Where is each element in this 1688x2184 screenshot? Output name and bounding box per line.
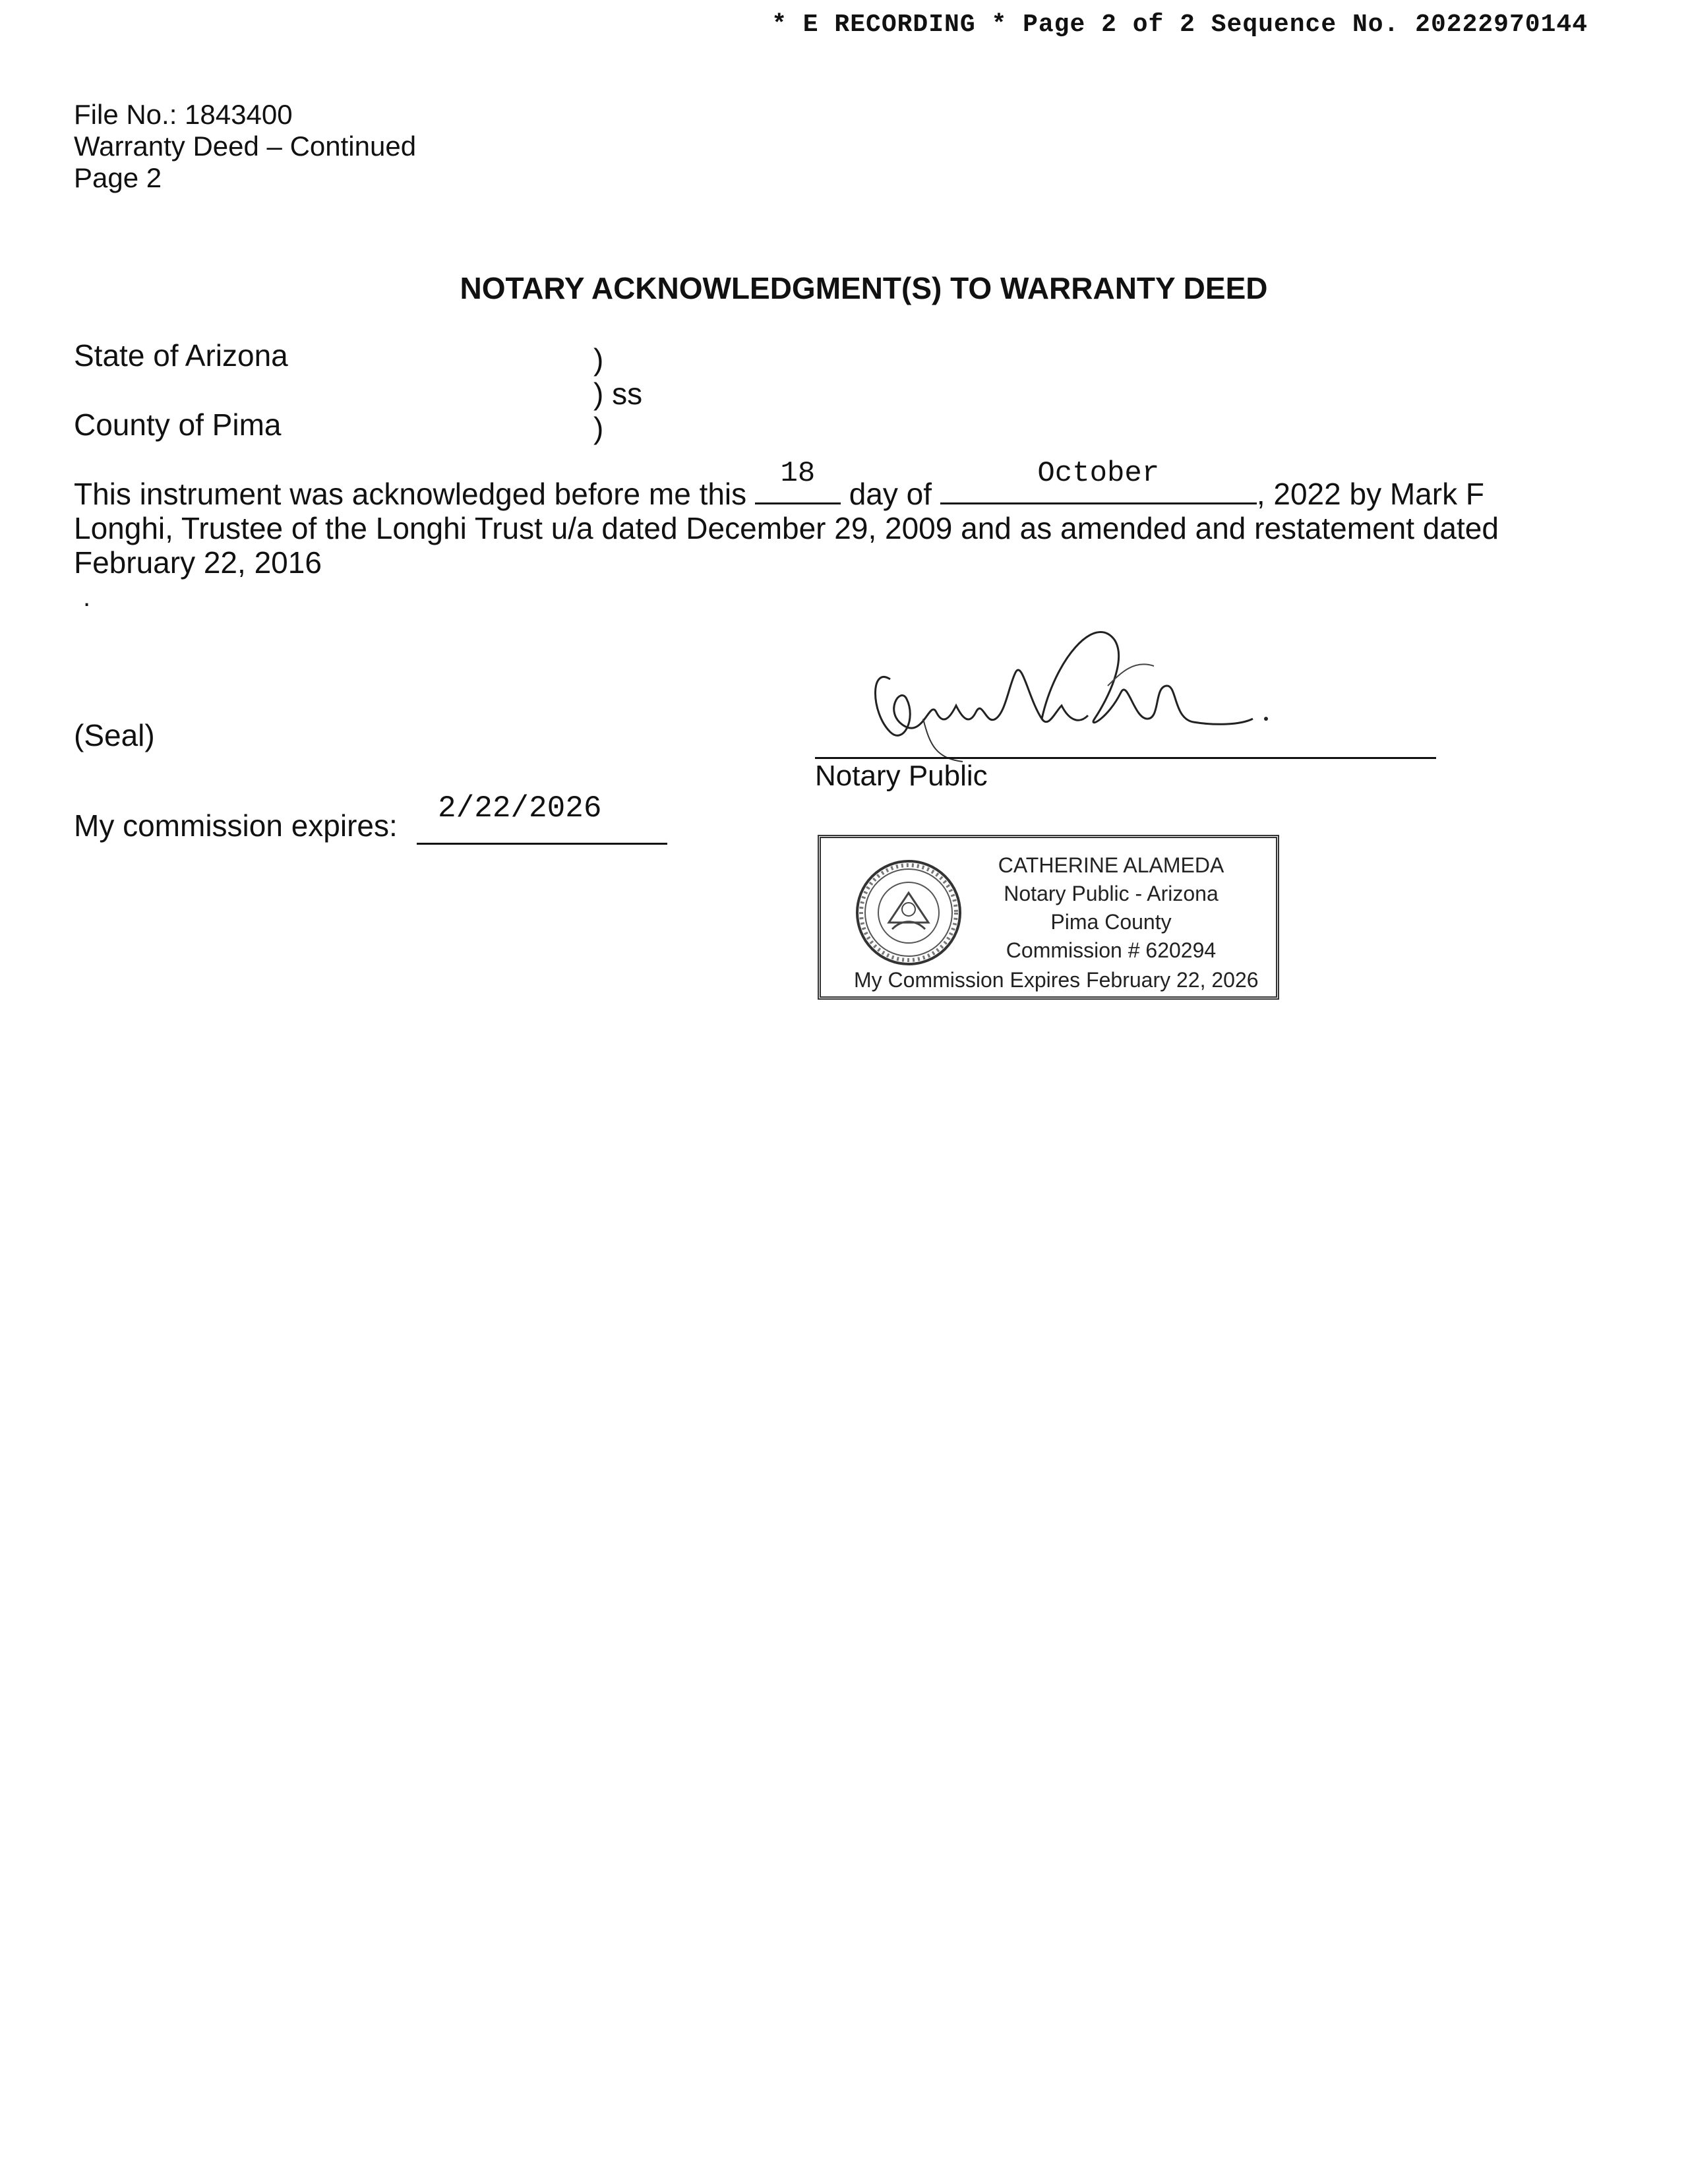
stamp-notary-title: Notary Public - Arizona	[1004, 882, 1219, 905]
seal-label: (Seal)	[74, 718, 155, 752]
notary-signature-line	[815, 757, 1436, 759]
commission-signature-line	[417, 843, 667, 845]
document-title: NOTARY ACKNOWLEDGMENT(S) TO WARRANTY DEED	[460, 271, 1268, 305]
page-label: Page 2	[74, 162, 162, 193]
venue-paren-ss: ) ss	[593, 377, 643, 411]
venue-county: County of Pima	[74, 408, 282, 442]
file-info-block	[74, 99, 416, 194]
notary-signature	[844, 620, 1306, 778]
day-value: 18	[780, 457, 816, 490]
ack-text-3: , 2022 by Mark F Longhi, Trustee of the Longhi Trust u/a dated December 29, 2009 and as amended and restatement dated February 22, 2016	[74, 477, 1499, 580]
document-name: Warranty Deed – Continued	[74, 131, 417, 162]
venue-state: State of Arizona	[74, 338, 288, 373]
notary-seal-emblem	[853, 857, 965, 969]
stamp-expiration: My Commission Expires February 22, 2026	[854, 968, 1259, 992]
stray-mark: .	[83, 583, 91, 612]
day-blank	[755, 457, 841, 504]
acknowledgment-paragraph	[74, 457, 1557, 580]
commission-expires-value: 2/22/2026	[438, 791, 602, 826]
ack-text-1: This instrument was acknowledged before me this	[74, 477, 747, 511]
stamp-commission-number: Commission # 620294	[1006, 938, 1217, 962]
venue-paren-top: )	[593, 342, 604, 377]
stamp-county: Pima County	[1050, 910, 1172, 934]
stamp-notary-name: CATHERINE ALAMEDA	[998, 853, 1224, 877]
ack-text-2: day of	[849, 477, 932, 511]
recording-header: * E RECORDING * Page 2 of 2 Sequence No. 20222970144	[771, 11, 1588, 39]
file-number: File No.: 1843400	[74, 99, 293, 130]
notary-stamp	[818, 835, 1279, 1000]
notary-public-label: Notary Public	[815, 760, 988, 792]
month-value: October	[1037, 457, 1160, 490]
commission-expires-label: My commission expires:	[74, 808, 398, 843]
venue-paren-bottom: )	[593, 411, 604, 445]
month-blank	[940, 457, 1257, 504]
stamp-text-block	[973, 851, 1250, 965]
